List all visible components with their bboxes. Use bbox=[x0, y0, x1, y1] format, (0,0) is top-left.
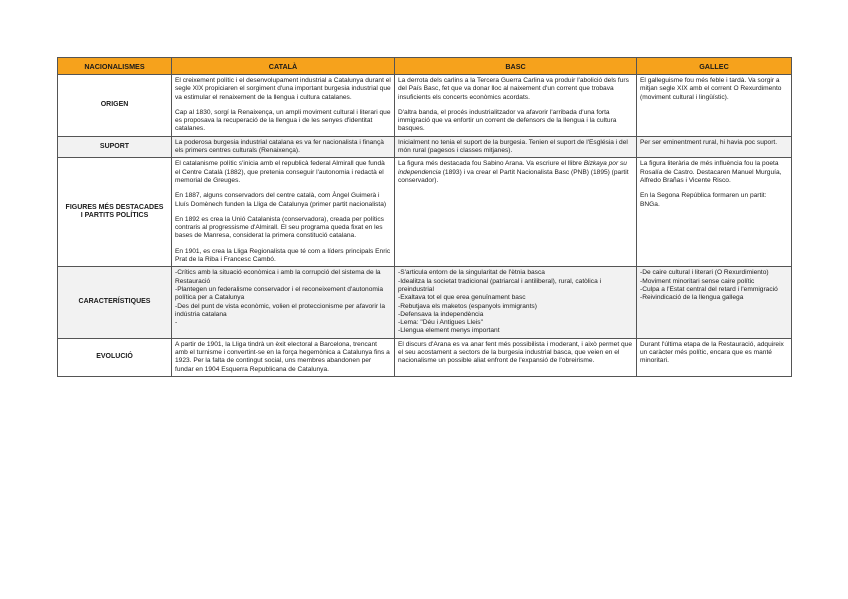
paragraph: Cap al 1830, sorgí la Renaixença, un ampli moviment cultural i literari que es proposava la recuperació de la llengua i de les senyes d'identitat catalanes. bbox=[175, 108, 391, 133]
list-item: -Moviment minoritari sense caire polític bbox=[640, 277, 755, 285]
list-item: -S'articula entorn de la singularitat de l'ètnia basca bbox=[398, 269, 545, 277]
cell-origen-basc bbox=[395, 75, 637, 137]
row-label-evolucio: EVOLUCIÓ bbox=[58, 338, 172, 376]
list-item: -Exaltava tot el que erea genuïnament basc bbox=[398, 294, 526, 302]
text: La figura més destacada fou Sabino Arana. Va escriure el llibre bbox=[398, 160, 584, 168]
paragraph: Durant l'última etapa de la Restauració, adquireix un caràcter més polític, encara que es manté minoritari. bbox=[640, 340, 784, 365]
cell-figures-gallec bbox=[637, 158, 792, 267]
paragraph: El creixement polític i el desenvolupament industrial a Catalunya durant el segle XIX propiciaren el sorgiment d'una important burgesia industrial que va estimular el renaixement de la llengua i cultura catalanes. bbox=[175, 77, 391, 101]
paragraph: La derrota dels carlins a la Tercera Guerra Carlina va produir l'abolició dels furs del País Basc, fet que va donar lloc al naixement d'un corrent que trobava insuficients els concerts econòmics acordats. bbox=[398, 77, 629, 101]
cell-figures-catala bbox=[172, 158, 395, 267]
list-item: -Des del punt de vista econòmic, volien el proteccionisme per afavorir la indústria catalana bbox=[175, 302, 386, 318]
cell-suport-catala bbox=[172, 136, 395, 158]
list-item: -Crítics amb la situació econòmica i amb la corrupció del sistema de la Restauració bbox=[175, 269, 381, 285]
list-item: - bbox=[175, 319, 178, 327]
cell-evolucio-basc bbox=[395, 338, 637, 376]
book-title: Bizkaya por su independencia bbox=[398, 160, 627, 176]
cell-caracteristiques-catala bbox=[172, 267, 395, 338]
row-suport bbox=[58, 136, 792, 158]
header-gallec: GALLEC bbox=[637, 58, 792, 75]
header-catala: CATALÀ bbox=[172, 58, 395, 75]
paragraph: Per ser eminentment rural, hi havia poc suport. bbox=[640, 138, 778, 146]
list-item: -Llengua element menys important bbox=[398, 327, 500, 335]
row-label-figures: FIGURES MÉS DESTACADES I PARTITS POLÍTICS bbox=[58, 158, 172, 267]
list-item: -Defensava la independència bbox=[398, 310, 484, 318]
list-item: -Plantegen un federalisme conservador i el reconeixement d'autonomia política per a Catalunya bbox=[175, 285, 383, 302]
row-caracteristiques bbox=[58, 267, 792, 338]
row-figures bbox=[58, 158, 792, 267]
header-basc: BASC bbox=[395, 58, 637, 75]
paragraph: Inicialment no tenia el suport de la burgesia. Tenien el suport de l'Església i del món rural (pagesos i classes mitjanes). bbox=[398, 138, 628, 155]
cell-origen-gallec bbox=[637, 75, 792, 137]
cell-caracteristiques-basc bbox=[395, 267, 637, 338]
text: (1893) i va crear el Partit Nacionalista Basc (PNB) (1895) (partit conservador). bbox=[398, 168, 629, 184]
paragraph: A partir de 1901, la Lliga tindrà un èxit electoral a Barcelona, trencant amb el turnisme i convertint-se en la força hegemònica a Catalunya fins a 1923. Per la falta de contingut social, uns membres abandonen per fundar en 1904 Esquerra Republicana de Catalunya. bbox=[175, 340, 390, 373]
list-item: -Rebutjava els maketos (espanyols immigrants) bbox=[398, 302, 537, 310]
paragraph bbox=[398, 160, 633, 185]
header-row bbox=[58, 58, 792, 75]
list-item: -Idealitza la societat tradicional (patriarcal i antiliberal), rural, catòlica i preindustrial bbox=[398, 277, 602, 293]
paragraph: En 1901, es crea la Lliga Regionalista que té com a líders principals Enric Prat de la Riba i Francesc Cambó. bbox=[175, 247, 391, 264]
row-label-caracteristiques: CARACTERÍSTIQUES bbox=[58, 267, 172, 338]
cell-evolucio-catala bbox=[172, 338, 395, 376]
cell-suport-basc bbox=[395, 136, 637, 158]
paragraph: El catalanisme polític s'inicia amb el republicà federal Almirall que fundà el Centre Català (1882), que pretenia conseguir l'autonomia i redactà el memorial de Greuges. bbox=[175, 160, 385, 184]
cell-evolucio-gallec bbox=[637, 338, 792, 376]
list-item: -Lema: "Déu i Antigues Lleis" bbox=[398, 319, 483, 327]
paragraph: El galleguisme fou més feble i tardà. Va sorgir a mitjan segle XIX amb el corrent O Rexurdimento (moviment cultural i lingüístic). bbox=[640, 77, 782, 101]
nationalisms-table bbox=[57, 57, 792, 377]
row-origen bbox=[58, 75, 792, 137]
header-nacionalismes: NACIONALISMES bbox=[58, 58, 172, 75]
list-item: -Culpa a l'Estat central del retard i l'emmigració bbox=[640, 285, 778, 293]
paragraph: En la Segona República formaren un partit: BNGa. bbox=[640, 192, 767, 208]
row-label-origen: ORIGEN bbox=[58, 75, 172, 137]
paragraph: El discurs d'Arana es va anar fent més possibilista i moderant, i això permet que el seu acostament a sectors de la burgesia industrial basca, que veien en el nacionalisme un possible aliat enfront de l'expansió de l'obreirisme. bbox=[398, 340, 632, 365]
cell-caracteristiques-gallec bbox=[637, 267, 792, 338]
paragraph: La figura literària de més influència fou la poeta Rosalía de Castro. Destacaren Manuel Murguía, Alfredo Brañas i Vicente Risco. bbox=[640, 160, 782, 184]
list-item: -De caire cultural i literari (O Rexurdimiento) bbox=[640, 269, 769, 277]
row-evolucio bbox=[58, 338, 792, 376]
paragraph: En 1892 es crea la Unió Catalanista (conservadora), creada per polítics contraris al progressisme d'Almirall. El seu programa queda fixat en les bases de Manresa, considerat la primera constitució catalana. bbox=[175, 215, 384, 240]
paragraph: D'altra banda, el procés industrialitzador va afavorir l'arribada d'una forta immigració que va enfortir un corrent de defensors de la llengua i la cultura basques. bbox=[398, 108, 617, 133]
row-label-suport: SUPORT bbox=[58, 136, 172, 158]
paragraph: En 1887, alguns conservadors del centre català, com Àngel Guimerà i Lluís Domènech funden la Lliga de Catalunya (primer partit nacionalista) bbox=[175, 192, 387, 208]
cell-suport-gallec bbox=[637, 136, 792, 158]
cell-figures-basc bbox=[395, 158, 637, 267]
list-item: -Reivindicació de la llengua gallega bbox=[640, 294, 744, 302]
paragraph: La poderosa burgesia industrial catalana es va fer nacionalista i finançà els primers centres culturals (Renaixença). bbox=[175, 138, 384, 155]
cell-origen-catala bbox=[172, 75, 395, 137]
